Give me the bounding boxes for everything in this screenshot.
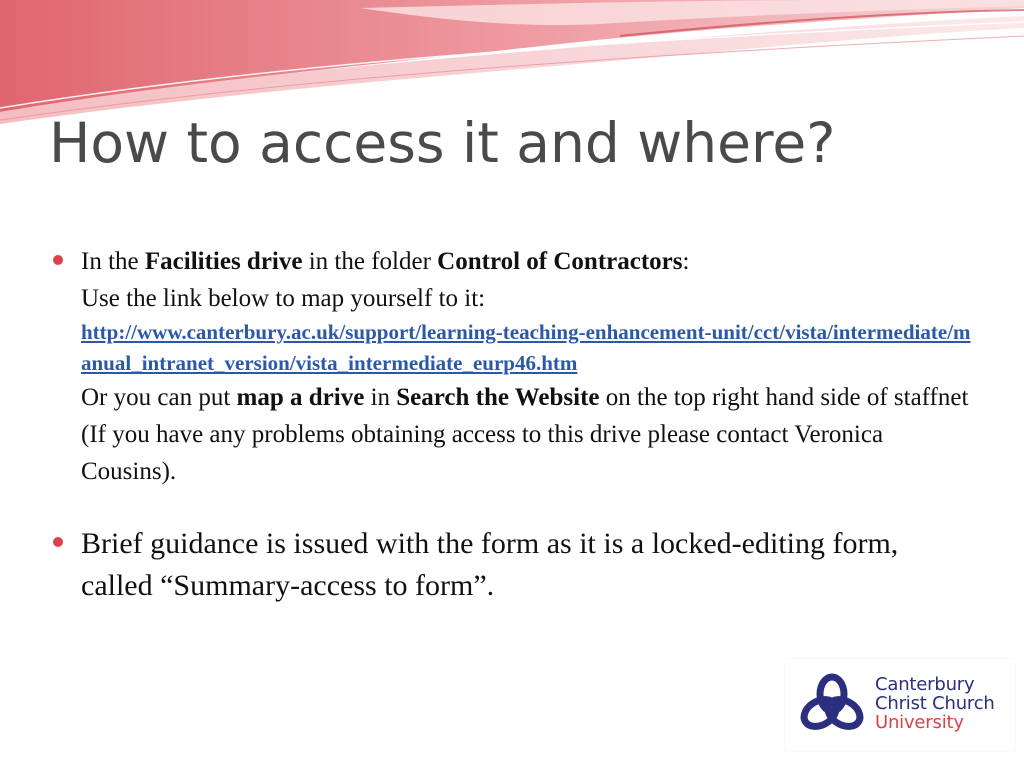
logo-line-canterbury: Canterbury	[875, 674, 975, 695]
university-logo	[785, 659, 1015, 751]
bullet-item-guidance	[50, 523, 970, 607]
university-logo-mark-icon	[799, 669, 865, 735]
bold-text-map-a-drive: map a drive	[236, 384, 365, 411]
logo-line-christ-church: Christ Church	[875, 693, 995, 714]
bold-text-search-the-website: Search the Website	[396, 384, 600, 411]
bullet-text: in the folder	[302, 248, 438, 275]
bold-text-control-of-contractors: Control of Contractors	[437, 248, 683, 275]
bullet-dot-icon	[53, 255, 63, 265]
bullet-text: in	[364, 384, 397, 411]
slide-title: How to access it and where?	[49, 111, 836, 175]
bullet-text: :	[682, 248, 690, 275]
bullet-item-access	[50, 243, 970, 490]
bullet-line-1	[81, 243, 970, 280]
map-drive-link[interactable]: http://www.canterbury.ac.uk/support/learning-teaching-enhancement-unit/cct/vista/intermediate/manual_intranet_version/vista_intermediate_eurp46.htm	[81, 320, 971, 375]
bold-text-facilities-drive: Facilities drive	[144, 248, 303, 275]
bullet-text: Or you can put	[81, 384, 237, 411]
bullet-text: Brief guidance is issued with the form as it is a locked-editing form, called “Summary-access to form”.	[81, 527, 899, 602]
bullet-text: In the	[81, 248, 145, 275]
bullet-line-3	[81, 379, 970, 490]
bullet-line-2: Use the link below to map yourself to it:	[81, 285, 486, 312]
university-logo-text	[875, 675, 995, 732]
slide-content	[50, 243, 970, 607]
logo-line-university: University	[875, 712, 964, 733]
bullet-text: on the top right hand side of staffnet (If you have any problems obtaining access to this drive please contact Veronica Cousins).	[81, 384, 969, 485]
bullet-dot-icon	[53, 537, 63, 547]
